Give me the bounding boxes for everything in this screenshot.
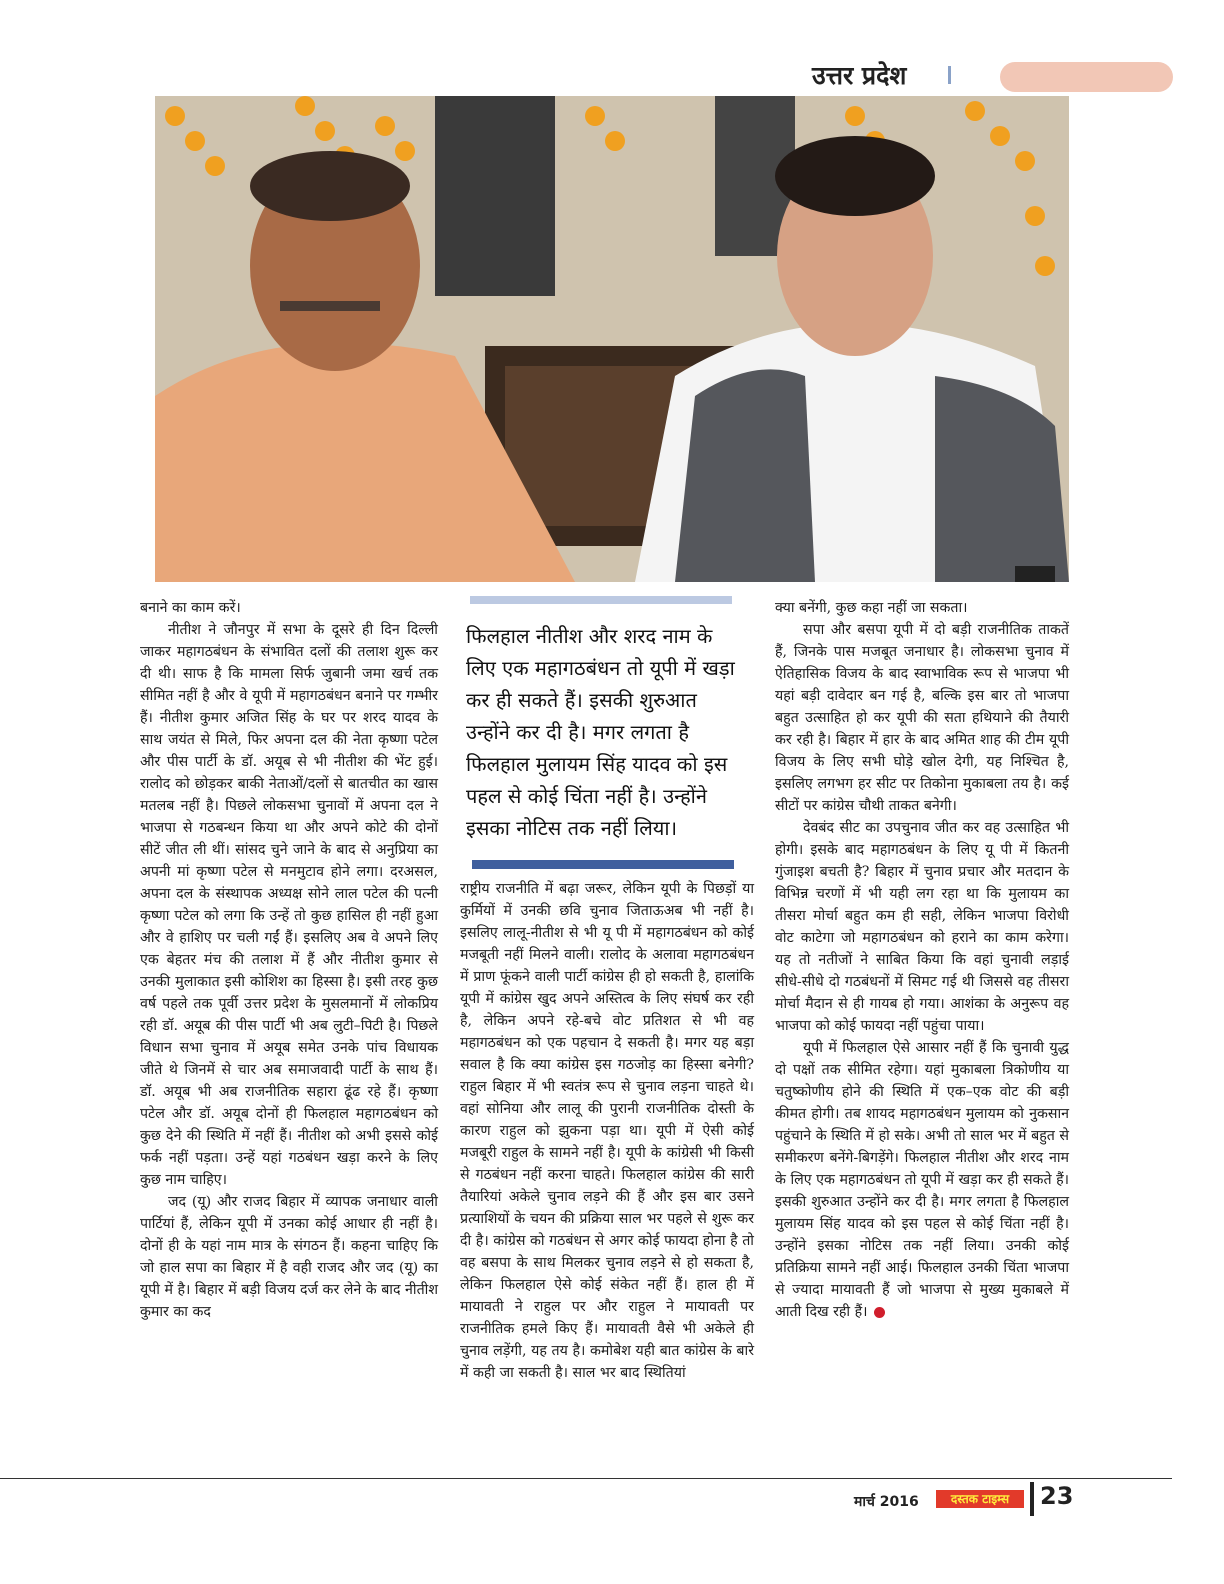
- article-column-1: [140, 597, 438, 1323]
- magazine-logo: दस्तक टाइम्स: [936, 1490, 1024, 1508]
- paragraph: जद (यू) और राजद बिहार में व्यापक जनाधार वाली पार्टियां हैं, लेकिन यूपी में उनका कोई आधार ही नहीं है। दोनों ही के यहां नाम मात्र के संगठन हैं। कहना चाहिए कि जो हाल सपा का बिहार में है वही राजद और जद (यू) का यूपी में है। बिहार में बड़ी विजय दर्ज कर लेने के बाद नीतीश कुमार का कद: [140, 1194, 438, 1320]
- footer-divider: [0, 1478, 1172, 1479]
- end-of-article-icon: [874, 1307, 885, 1318]
- section-title: उत्तर प्रदेश: [812, 61, 907, 90]
- photo-illustration: [155, 96, 1069, 582]
- header-divider: [948, 66, 951, 84]
- page-number: 23: [1040, 1482, 1074, 1510]
- paragraph-text: यूपी में फिलहाल ऐसे आसार नहीं हैं कि चुनावी युद्ध दो पक्षों तक सीमित रहेगा। यहां मुकाबला त्रिकोणीय या चतुष्कोणीय होने की स्थिति में एक–एक वोट की बड़ी कीमत होगी। तब शायद महागठबंधन मुलायम को नुकसान पहुंचाने के स्थिति में हो सके। अभी तो साल भर में बहुत से समीकरण बनेंगे-बिगड़ेंगे। फिलहाल नीतीश और शरद नाम के लिए एक महागठबंधन तो यूपी में खड़ा कर ही सकते हैं। इसकी शुरुआत उन्होंने कर दी है। मगर लगता है फिलहाल मुलायम सिंह यादव को इस पहल से कोई चिंता नहीं है। उन्होंने इसका नोटिस तक नहीं लिया। उनकी कोई प्रतिक्रिया सामने नहीं आई। फिलहाल उनकी चिंता भाजपा से ज्यादा मायावती हैं जो भाजपा से मुख्य मुकाबले में आती दिख रही हैं।: [775, 1040, 1069, 1320]
- paragraph: सपा और बसपा यूपी में दो बड़ी राजनीतिक ताकतें हैं, जिनके पास मजबूत जनाधार है। लोकसभा चुनाव में ऐतिहासिक विजय के बाद स्वाभाविक रूप से भाजपा भी यहां बड़ी दावेदार बन गई है, बल्कि इस बार तो भाजपा बहुत उत्साहित हो कर यूपी की सता हथियाने की तैयारी कर रही है। बिहार में हार के बाद अमित शाह की टीम यूपी विजय के लिए सभी घोड़े खोल देगी, यह निश्चित है, इसलिए लगभग हर सीट पर तिकोना मुकाबला तय है। कई सीटों पर कांग्रेस चौथी ताकत बनेगी।: [775, 622, 1069, 814]
- paragraph: नीतीश ने जौनपुर में सभा के दूसरे ही दिन दिल्ली जाकर महागठबंधन के संभावित दलों की तलाश शुरू कर दी थी। साफ है कि मामला सिर्फ जुबानी जमा खर्च तक सीमित नहीं है और वे यूपी में महागठबंधन बनाने पर गम्भीर हैं। नीतीश कुमार अजित सिंह के घर पर शरद यादव के साथ जयंत से मिले, फिर अपना दल की नेता कृष्णा पटेल और पीस पार्टी के डॉ. अयूब से भी नीतीश की भेंट हुई। रालोद को छोड़कर बाकी नेताओं/दलों से बातचीत का खास मतलब नहीं है। पिछले लोकसभा चुनावों में अपना दल ने भाजपा से गठबन्धन किया था और अपने कोटे की दोनों सीटें जीत ली थीं। सांसद चुने जाने के बाद से अनुप्रिया का अपनी मां कृष्णा पटेल से मनमुटाव होने लगा। दरअसल, अपना दल के संस्थापक अध्यक्ष सोने लाल पटेल की पत्नी कृष्णा पटेल को लगा कि उन्हें तो कुछ हासिल ही नहीं हुआ और वे हाशिए पर चली गईं हैं। इसलिए अब वे अपने लिए एक बेहतर मंच की तलाश में हैं और नीतीश कुमार से उनकी मुलाकात इसी कोशिश का हिस्सा है। इसी तरह कुछ वर्ष पहले तक पूर्वी उत्तर प्रदेश के मुसलमानों में लोकप्रिय रही डॉ. अयूब की पीस पार्टी भी अब लुटी–पिटी है। पिछले विधान सभा चुनाव में अयूब समेत उनके पांच विधायक जीते थे जिनमें से चार अब समाजवादी पार्टी के साथ हैं। डॉ. अयूब भी अब राजनीतिक सहारा ढूंढ रहे हैं। कृष्णा पटेल और डॉ. अयूब दोनों ही फिलहाल महागठबंधन को कुछ देने की स्थिति में नहीं हैं। नीतीश को अभी इससे कोई फर्क नहीं पड़ता। उन्हें यहां गठबंधन खड़ा करने के लिए कुछ नाम चाहिए।: [140, 622, 438, 1188]
- issue-date: मार्च 2016: [854, 1494, 919, 1510]
- article-column-2: [460, 878, 754, 1384]
- paragraph: बनाने का काम करें।: [140, 600, 241, 616]
- article-photo: [155, 96, 1069, 582]
- pullquote: फिलहाल नीतीश और शरद नाम के लिए एक महागठबंधन तो यूपी में खड़ा कर ही सकते हैं। इसकी शुरुआत उन्होंने कर दी है। मगर लगता है फिलहाल मुलायम सिंह यादव को इस पहल से कोई चिंता नहीं है। उन्होंने इसका नोटिस तक नहीं लिया।: [466, 624, 735, 840]
- paragraph-last: [775, 1037, 1069, 1323]
- paragraph: देवबंद सीट का उपचुनाव जीत कर वह उत्साहित भी होगी। इसके बाद महागठबंधन के लिए यू पी में कितनी गुंजाइश बचती है? बिहार में चुनाव प्रचार और मतदान के विभिन्न चरणों में भी यही लग रहा था कि मुलायम का तीसरा मोर्चा बहुत कम ही सही, लेकिन भाजपा विरोधी वोट काटेगा जो महागठबंधन को हराने का काम करेगा। यह तो नतीजों ने साबित किया कि वहां चुनावी लड़ाई सीधे-सीधे दो गठबंधनों में सिमट गई थी जिससे वह तीसरा मोर्चा मैदान से ही गायब हो गया। आशंका के अनुरूप वह भाजपा को कोई फायदा नहीं पहुंचा पाया।: [775, 820, 1069, 1034]
- pullquote-bottom-rule: [472, 860, 734, 869]
- article-column-3: [775, 597, 1069, 1323]
- header-decoration: [1000, 62, 1173, 92]
- paragraph: राष्ट्रीय राजनीति में बढ़ा जरूर, लेकिन यूपी के पिछड़ों या कुर्मियों में उनकी छवि चुनाव जिताऊअब भी नहीं है। इसलिए लालू-नीतीश से भी यू पी में महागठबंधन को कोई मजबूती नहीं मिलने वाली। रालोद के अलावा महागठबंधन में प्राण फूंकने वाली पार्टी कांग्रेस ही हो सकती है, हालांकि यूपी में कांग्रेस खुद अपने अस्तित्व के लिए संघर्ष कर रही है, लेकिन अपने रहे-बचे वोट प्रतिशत से भी वह महागठबंधन को एक पहचान दे सकती है। मगर यह बड़ा सवाल है कि क्या कांग्रेस इस गठजोड़ का हिस्सा बनेगी? राहुल बिहार में भी स्वतंत्र रूप से चुनाव लड़ना चाहते थे। वहां सोनिया और लालू की पुरानी राजनीतिक दोस्ती के कारण राहुल को झुकना पड़ा था। यूपी में ऐसी कोई मजबूरी राहुल के सामने नहीं है। यूपी के कांग्रेसी भी किसी से गठबंधन नहीं करना चाहते। फिलहाल कांग्रेस की सारी तैयारियां अकेले चुनाव लड़ने की हैं और इस बार उसने प्रत्याशियों के चयन की प्रक्रिया साल भर पहले से शुरू कर दी है। कांग्रेस को गठबंधन से अगर कोई फायदा होना है तो वह बसपा के साथ मिलकर चुनाव लड़ने से हो सकता है, लेकिन फिलहाल ऐसे कोई संकेत नहीं हैं। हाल ही में मायावती ने राहुल पर और राहुल ने मायावती पर राजनीतिक हमले किए हैं। मायावती वैसे भी अकेले ही चुनाव लड़ेंगी, यह तय है। कमोबेश यही बात कांग्रेस के बारे में कही जा सकती है। साल भर बाद स्थितियां: [460, 881, 754, 1381]
- page-number-divider: [1030, 1482, 1034, 1516]
- paragraph: क्या बनेंगी, कुछ कहा नहीं जा सकता।: [775, 600, 968, 616]
- pullquote-top-rule: [470, 596, 732, 604]
